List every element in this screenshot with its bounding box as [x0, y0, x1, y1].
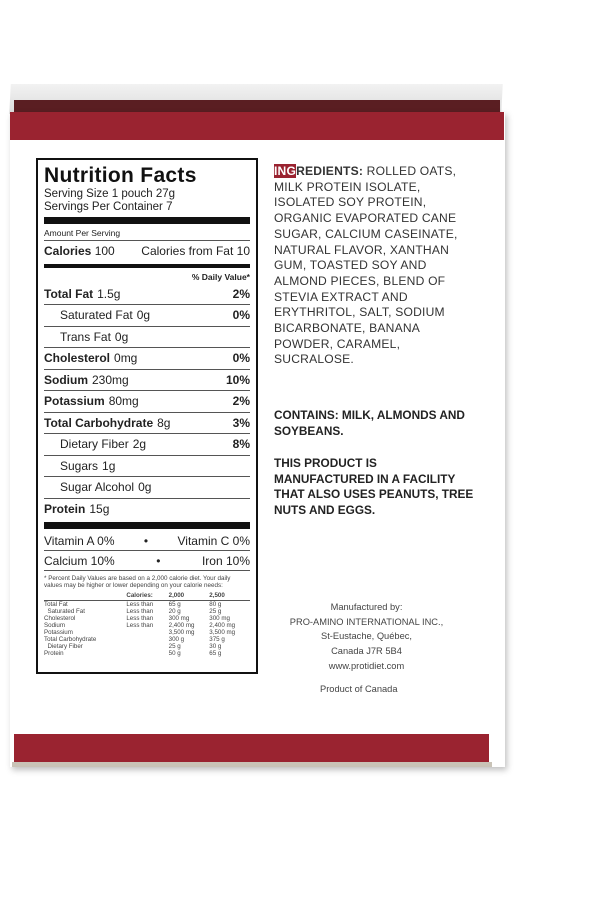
- dv-table-cell: [44, 592, 126, 600]
- nutrient-daily-value: 0%: [232, 308, 250, 323]
- nutrient-row: [44, 498, 250, 520]
- nutrient-label: Protein: [44, 501, 86, 516]
- mfr-name: PRO-AMINO INTERNATIONAL INC.,: [289, 616, 444, 627]
- nutrient-label: Saturated Fat: [60, 308, 133, 323]
- dv-table-row: [44, 600, 250, 608]
- nutrient-row: [44, 412, 250, 434]
- calories-value: 100: [94, 244, 115, 259]
- nutrient-label: Dietary Fiber: [60, 437, 129, 452]
- top-stripe: [10, 112, 504, 140]
- divider: [44, 522, 250, 529]
- divider: [44, 264, 250, 268]
- nutrient-amount: 1g: [102, 458, 116, 473]
- facility-warning: THIS PRODUCT IS MANUFACTURED IN A FACILITY THAT ALSO USES PEANUTS, TREE NUTS AND EGGS.: [274, 456, 474, 518]
- dv-table-row: [44, 629, 250, 636]
- mfr-website: www.protidiet.com: [328, 660, 405, 671]
- dv-table-row: [44, 622, 250, 629]
- nutrient-daily-value: 2%: [232, 394, 250, 409]
- nutrient-row: [44, 476, 250, 498]
- mfr-country: Canada J7R 5B4: [331, 646, 402, 657]
- manufacturer-info: [274, 600, 459, 674]
- dv-table-header: [44, 592, 250, 600]
- calories-row: [44, 240, 250, 262]
- dv-table-cell: 80 g: [209, 600, 222, 608]
- nutrient-amount: 80mg: [108, 394, 139, 409]
- dv-table-cell: [126, 650, 168, 657]
- nutrient-label: Potassium: [44, 394, 105, 409]
- dv-table-cell: [126, 636, 168, 643]
- nutrient-label: Total Carbohydrate: [44, 415, 154, 430]
- dv-table-cell: 65 g: [209, 650, 222, 658]
- nutrient-amount: 2g: [132, 437, 147, 452]
- dv-table-cell: 25 g: [209, 607, 222, 615]
- dv-table-cell: Cholesterol: [44, 614, 76, 622]
- amount-per-serving: Amount Per Serving: [44, 228, 121, 238]
- nutrient-amount: 0mg: [114, 351, 138, 366]
- nutrient-daily-value: 3%: [232, 415, 250, 430]
- calcium: Calcium 10%: [44, 553, 115, 568]
- dv-table-cell: 2,000: [169, 592, 210, 600]
- mfr-line: Manufactured by:: [330, 602, 403, 612]
- dv-table-cell: 2,400 mg: [168, 621, 195, 629]
- dv-table-cell: 2,500: [209, 592, 250, 600]
- nutrient-daily-value: 2%: [232, 286, 250, 301]
- dv-table-cell: 2,400 mg: [209, 621, 236, 629]
- calories-label: Calories: [44, 244, 92, 259]
- bullet: •: [143, 533, 149, 548]
- nutrient-amount: 230mg: [92, 372, 129, 387]
- ingredients-label: REDIENTS:: [296, 164, 364, 178]
- nutrient-label: Sugars: [60, 458, 99, 473]
- dv-footnote: * Percent Daily Values are based on a 2,000 calorie diet. Your daily values may be higher or lower depending on your calorie needs:: [44, 575, 231, 590]
- nutrient-row: [44, 347, 250, 369]
- ingredients-text: [274, 164, 482, 368]
- bottom-stripe: [14, 734, 489, 762]
- nutrient-amount: 0g: [138, 480, 152, 495]
- divider: [44, 570, 250, 571]
- ingredients-label-highlight: ING: [274, 164, 297, 178]
- vitamin-a: Vitamin A 0%: [44, 533, 115, 548]
- iron: Iron 10%: [201, 553, 250, 568]
- dv-table-cell: Calories:: [126, 592, 168, 600]
- nutrient-amount: 1.5g: [97, 286, 121, 301]
- allergen-contains: CONTAINS: MILK, ALMONDS AND SOYBEANS.: [274, 408, 465, 438]
- bullet: •: [156, 553, 161, 568]
- dv-table-cell: Sodium: [44, 621, 65, 629]
- dv-table-cell: 300 g: [168, 635, 185, 643]
- nutrient-row: [44, 369, 250, 391]
- dv-table-cell: Less than: [126, 600, 154, 608]
- nutrient-amount: 8g: [157, 415, 171, 430]
- dv-table-cell: 30 g: [209, 643, 222, 651]
- nutrient-row: [44, 304, 250, 326]
- dv-table-cell: 300 mg: [209, 614, 230, 622]
- nutrient-row: [44, 390, 250, 412]
- dv-table-cell: 3,500 mg: [209, 628, 236, 636]
- nutrient-daily-value: 8%: [232, 437, 250, 452]
- dv-table-cell: Total Fat: [44, 600, 68, 608]
- nutrient-row: [44, 455, 250, 477]
- dv-table-row: [44, 608, 250, 615]
- dv-table-row: [44, 643, 250, 650]
- nutrient-row: [44, 326, 250, 348]
- calories-from-fat: Calories from Fat 10: [141, 244, 250, 259]
- box-bottom-edge: [12, 762, 492, 767]
- dv-table-row: [44, 650, 250, 657]
- servings-per-container: Servings Per Container 7: [44, 201, 173, 213]
- mineral-row: [44, 550, 250, 570]
- dv-table-cell: Saturated Fat: [44, 607, 85, 615]
- nutrient-label: Sodium: [44, 372, 88, 387]
- vitamin-row: [44, 531, 250, 550]
- vitamin-c: Vitamin C 0%: [177, 533, 250, 548]
- nutrient-row: [44, 284, 250, 305]
- dv-table-cell: Less than: [126, 621, 154, 629]
- divider: [44, 217, 250, 224]
- dv-table-cell: 65 g: [168, 600, 181, 608]
- nutrition-facts-panel: [36, 158, 258, 674]
- dv-table-cell: 25 g: [168, 643, 181, 651]
- dv-table-cell: Less than: [126, 614, 154, 622]
- nutrient-amount: 0g: [136, 308, 151, 323]
- nutrient-amount: 0g: [114, 329, 129, 344]
- dv-table-cell: Dietary Fiber: [44, 643, 83, 651]
- nutrient-row: [44, 433, 250, 455]
- daily-value-header: % Daily Value*: [191, 271, 250, 282]
- nutrient-rows: [44, 284, 250, 520]
- dv-table-row: [44, 636, 250, 643]
- dv-table-cell: Protein: [44, 650, 64, 658]
- dv-table-cell: [126, 643, 168, 650]
- dv-table-cell: Potassium: [44, 628, 73, 636]
- dv-table-cell: 50 g: [168, 650, 181, 658]
- nutrient-label: Cholesterol: [44, 351, 111, 366]
- serving-size: Serving Size 1 pouch 27g: [44, 188, 176, 200]
- nutrition-title: Nutrition Facts: [44, 164, 197, 187]
- daily-values-table: [44, 592, 250, 657]
- dv-table-row: [44, 615, 250, 622]
- dv-table-cell: [126, 629, 168, 636]
- dv-table-cell: 3,500 mg: [168, 628, 195, 636]
- dv-table-cell: Less than: [126, 607, 154, 615]
- product-of: Product of Canada: [320, 684, 398, 694]
- nutrient-label: Sugar Alcohol: [60, 480, 135, 495]
- dv-table-cell: 375 g: [209, 635, 225, 643]
- dv-table-cell: 20 g: [168, 607, 181, 615]
- dv-table-cell: 300 mg: [168, 614, 190, 622]
- nutrient-daily-value: 0%: [232, 351, 250, 366]
- nutrient-amount: 15g: [89, 501, 110, 516]
- dv-table-cell: Total Carbohydrate: [44, 635, 97, 643]
- nutrient-label: Total Fat: [44, 286, 94, 301]
- nutrient-label: Trans Fat: [60, 329, 111, 344]
- mfr-city: St-Eustache, Québec,: [321, 631, 412, 642]
- ingredients-list: ROLLED OATS, MILK PROTEIN ISOLATE, ISOLATED SOY PROTEIN, ORGANIC EVAPORATED CANE SUGAR, CALCIUM CASEINATE, NATURAL FLAVOR, XANTHAN GUM, TOASTED SOY AND ALMOND PIECES, BLEND OF STEVIA EXTRACT AND ERYTHRITOL, SALT, SODIUM BICARBONATE, BANANA POWDER, CARAMEL, SUCRALOSE.: [274, 164, 458, 367]
- nutrient-daily-value: 10%: [225, 372, 250, 387]
